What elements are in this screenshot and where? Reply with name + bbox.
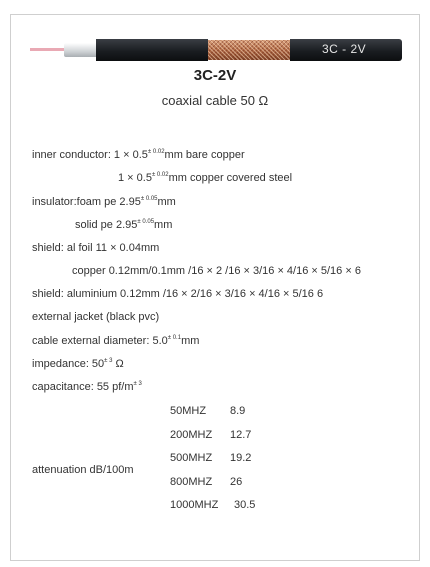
insulator-graphic	[64, 43, 100, 57]
spec-impedance: impedance: $50^{\pm 3}$ Ω	[32, 358, 124, 370]
attenuation-freq: 500MHZ	[170, 452, 213, 464]
spec-external-jacket: external jacket (black pvc)	[32, 311, 160, 323]
product-subtitle: coaxial cable 50 Ω	[161, 93, 269, 108]
inner-conductor-graphic	[30, 48, 66, 51]
attenuation-freq: 800MHZ	[170, 476, 213, 488]
spec-external-diameter: cable external diameter: $5.0^{\pm 0.1}mm$	[32, 335, 200, 347]
attenuation-value: 19.2	[230, 452, 252, 464]
spec-insulator-foam: insulator:foam pe $2.95^{\pm 0.05}mm$	[32, 196, 176, 208]
attenuation-value: 8.9	[230, 405, 246, 417]
spec-capacitance: capacitance: 55 $pf/m^{\pm 3}$	[32, 381, 142, 393]
spec-inner-conductor-1: inner conductor: $1 \times 0.5^{\pm 0.02}mm$ bare copper	[32, 149, 245, 161]
spec-shield-foil: shield: al foil 11 × 0.04mm	[32, 242, 160, 254]
attenuation-freq: 1000MHZ	[170, 499, 219, 511]
jacket-graphic-left	[96, 39, 208, 61]
spec-copper-braid: copper 0.12mm/0.1mm /16 × 2 /16 × 3/16 × 4/16 × 5/16 × 6	[72, 265, 361, 277]
cable-print-text: 3C - 2V	[322, 42, 367, 56]
spec-inner-conductor-2: $1 \times 0.5^{\pm 0.02}mm$ copper covered steel	[118, 172, 293, 184]
attenuation-value: 26	[230, 476, 243, 488]
attenuation-value: 12.7	[230, 429, 252, 441]
attenuation-value: 30.5	[234, 499, 256, 511]
braid-shield-graphic	[208, 40, 290, 60]
attenuation-freq: 200MHZ	[170, 429, 213, 441]
spec-insulator-solid: solid pe $2.95^{\pm 0.05}mm$	[75, 219, 173, 231]
attenuation-freq: 50MHZ	[170, 405, 207, 417]
attenuation-label: attenuation dB/100m	[32, 464, 134, 476]
product-title: 3C-2V	[193, 67, 237, 84]
coax-cable-illustration	[30, 36, 402, 64]
spec-shield-aluminium: shield: aluminium 0.12mm /16 × 2/16 × 3/16 × 4/16 × 5/16 6	[32, 288, 324, 300]
